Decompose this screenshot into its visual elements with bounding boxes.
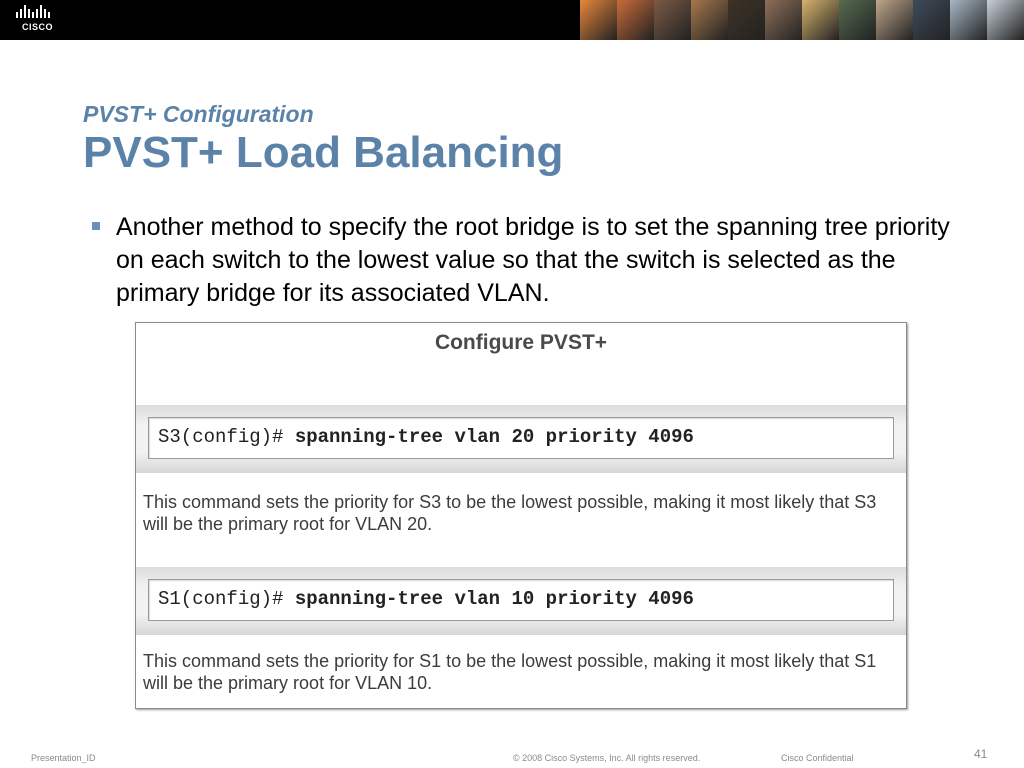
header-photo xyxy=(654,0,691,40)
command-prompt: S1(config)# xyxy=(158,588,284,610)
header-photo xyxy=(691,0,728,40)
header-photo-strip xyxy=(580,0,1024,40)
command-description: This command sets the priority for S1 to be the lowest possible, making it most likely that S1 will be the primary root for VLAN 10. xyxy=(143,651,877,693)
slide-subtitle: PVST+ Configuration xyxy=(83,101,314,127)
command-band xyxy=(136,567,906,635)
command-band xyxy=(136,405,906,473)
header-photo xyxy=(913,0,950,40)
command-box xyxy=(148,417,894,459)
configure-pvst-figure xyxy=(135,322,907,709)
header-photo xyxy=(839,0,876,40)
command-prompt: S3(config)# xyxy=(158,426,284,448)
footer-confidential: Cisco Confidential xyxy=(781,753,854,763)
header-photo xyxy=(987,0,1024,40)
cisco-logo-text: CISCO xyxy=(22,22,54,32)
cisco-logo xyxy=(6,0,58,40)
header-photo xyxy=(765,0,802,40)
bullet-text: Another method to specify the root bridge is to set the spanning tree priority on each switch to the lowest value so that the switch is selected as the primary bridge for its associated VLAN. xyxy=(116,213,950,307)
command-description: This command sets the priority for S3 to be the lowest possible, making it most likely that S3 will be the primary root for VLAN 20. xyxy=(143,492,877,534)
cisco-bars-icon xyxy=(6,0,58,22)
header-photo xyxy=(580,0,617,40)
header-photo xyxy=(802,0,839,40)
command-line xyxy=(158,426,694,448)
footer-presentation-id: Presentation_ID xyxy=(31,753,96,763)
slide-title: PVST+ Load Balancing xyxy=(83,128,564,177)
page-number: 41 xyxy=(974,747,988,761)
header-banner xyxy=(0,0,1024,40)
figure-title: Configure PVST+ xyxy=(434,331,608,354)
command-box xyxy=(148,579,894,621)
header-photo xyxy=(617,0,654,40)
header-photo xyxy=(728,0,765,40)
footer-copyright: © 2008 Cisco Systems, Inc. All rights reserved. xyxy=(513,753,701,763)
command-text: spanning-tree vlan 10 priority 4096 xyxy=(294,588,694,610)
command-text: spanning-tree vlan 20 priority 4096 xyxy=(294,426,694,448)
bullet-square-icon xyxy=(92,222,100,230)
header-photo xyxy=(876,0,913,40)
header-photo xyxy=(950,0,987,40)
command-line xyxy=(158,588,694,610)
